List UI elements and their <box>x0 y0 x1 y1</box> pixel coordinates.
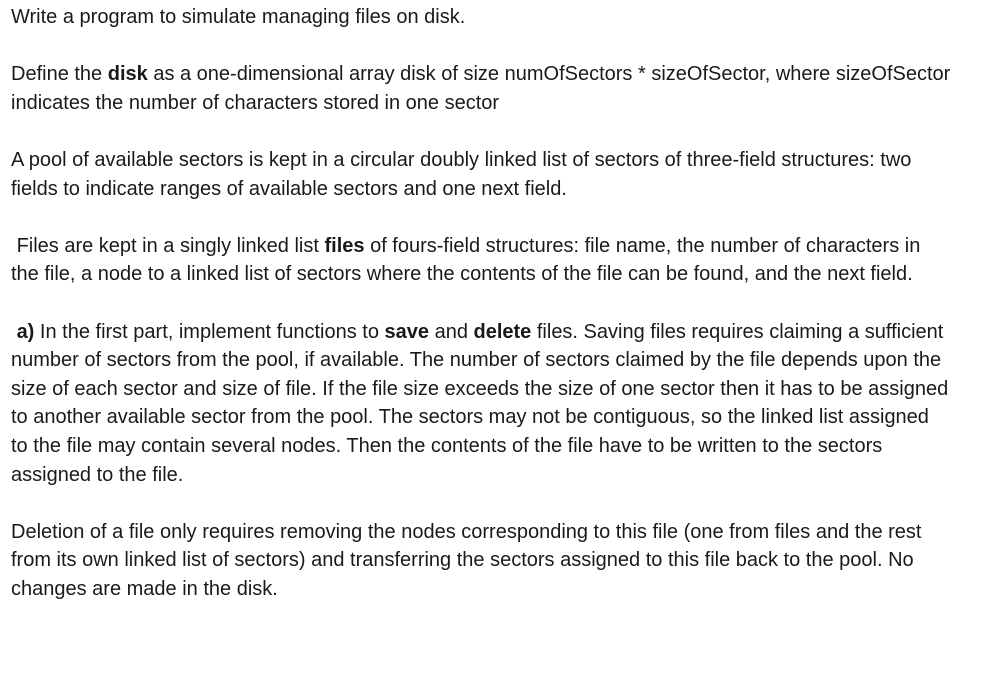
document-body <box>11 3 951 632</box>
paragraph-disk-definition <box>11 60 951 117</box>
disk-term: disk <box>107 63 148 86</box>
files-list-text-end: of fours-field structures: file name, the number of characters in the file, a node to a linked list of sectors where the contents of the file can be found, and the next field. <box>11 234 921 286</box>
disk-definition-text-start: Define the <box>11 63 108 86</box>
disk-definition-text-end: as a one-dimensional array disk of size numOfSectors * sizeOfSector, where sizeOfSector indicates the number of characters stored in one sector <box>11 63 951 114</box>
part-a-label: a) <box>16 320 35 343</box>
part-a-text-end: files. Saving files requires claiming a sufficient number of sectors from the pool, if available. The number of sectors claimed by the file depends upon the size of each sector and size of file. If the file size exceeds the size of one sector then it has to be assigned to another available sector from the pool. The sectors may not be contiguous, so the linked list assigned to the file may contain several nodes. Then the contents of the file have to be written to the sectors assigned to the file. <box>11 320 949 486</box>
part-a-text-start: In the first part, implement functions to <box>34 320 385 343</box>
delete-term: delete <box>473 320 532 343</box>
paragraph-part-a <box>11 318 951 490</box>
files-term: files <box>324 234 365 257</box>
save-term: save <box>384 320 430 343</box>
paragraph-intro: Write a program to simulate managing files on disk. <box>11 6 466 28</box>
part-a-text-and: and <box>429 320 474 343</box>
paragraph-sector-pool: A pool of available sectors is kept in a circular doubly linked list of sectors of three-field structures: two fields to indicate ranges of available sectors and one next field. <box>11 148 912 200</box>
paragraph-files-list <box>11 232 951 289</box>
paragraph-deletion: Deletion of a file only requires removing the nodes corresponding to this file (one from files and the rest from its own linked list of sectors) and transferring the sectors assigned to this file back to the pool. No changes are made in the disk. <box>11 520 922 600</box>
files-list-text-start: Files are kept in a singly linked list <box>16 234 325 257</box>
